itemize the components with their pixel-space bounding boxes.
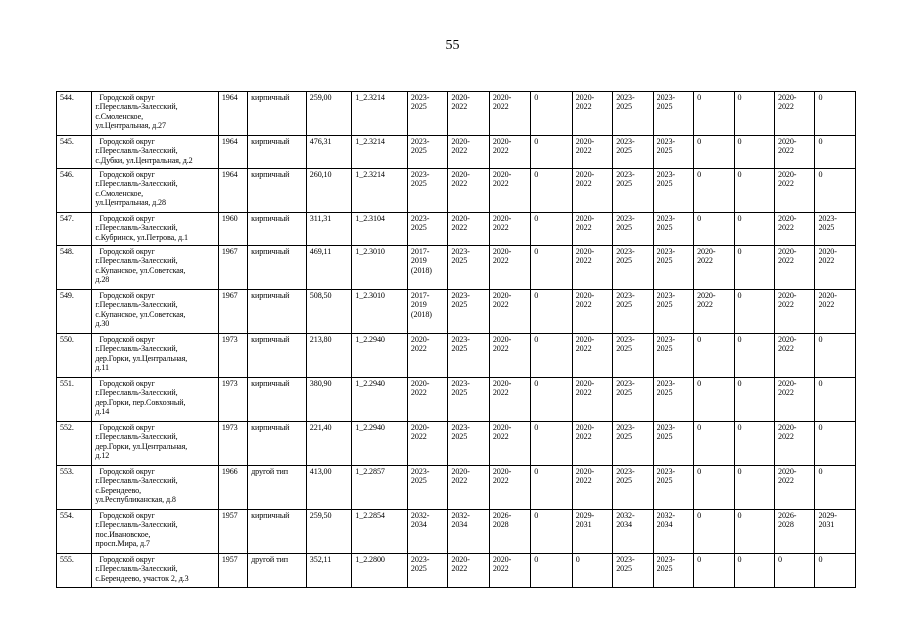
table-body	[57, 92, 856, 588]
period-cell: 0	[815, 466, 856, 510]
address-cell	[92, 92, 218, 136]
period-cell: 2023- 2025	[407, 466, 447, 510]
address-line: Городской округ	[99, 247, 155, 256]
period-cell: 2020- 2022	[407, 378, 447, 422]
row-number: 547.	[57, 213, 92, 246]
period-cell: 0	[815, 422, 856, 466]
period-cell: 0	[734, 334, 774, 378]
period-cell: 2023- 2025	[613, 136, 653, 169]
period-cell: 2020- 2022	[572, 213, 612, 246]
period-cell: 2023- 2025	[613, 169, 653, 213]
period-cell: 0	[775, 554, 815, 588]
period-cell: 2020- 2022	[572, 290, 612, 334]
area-cell: 260,10	[306, 169, 352, 213]
area-cell: 352,11	[306, 554, 352, 588]
period-cell: 2029- 2031	[572, 510, 612, 554]
period-cell: 2026- 2028	[489, 510, 530, 554]
material-cell: кирпичный	[248, 92, 307, 136]
address-line: с.Купанское, ул.Советская,	[95, 309, 186, 319]
table-row	[57, 169, 856, 213]
period-cell: 0	[694, 136, 734, 169]
code-cell: 1_2.2940	[352, 378, 408, 422]
period-cell: 0	[531, 246, 572, 290]
period-cell: 0	[694, 554, 734, 588]
period-cell: 2020- 2022	[694, 290, 734, 334]
period-cell: 0	[734, 136, 774, 169]
address-line: г.Переславль-Залесский,	[95, 388, 178, 398]
period-cell: 2023- 2025	[613, 92, 653, 136]
address-line: д.11	[95, 362, 109, 372]
year-cell: 1973	[218, 422, 247, 466]
period-cell: 2020- 2022	[489, 334, 530, 378]
code-cell: 1_2.2857	[352, 466, 408, 510]
row-number: 550.	[57, 334, 92, 378]
period-cell: 2020- 2022	[694, 246, 734, 290]
year-cell: 1967	[218, 290, 247, 334]
code-cell: 1_2.3010	[352, 290, 408, 334]
period-cell: 2020- 2022	[572, 334, 612, 378]
period-cell: 0	[531, 169, 572, 213]
period-cell: 2029- 2031	[815, 510, 856, 554]
period-cell: 2020- 2022	[489, 422, 530, 466]
address-line: с.Берендеево, участок 2, д.3	[95, 573, 189, 583]
period-cell: 0	[694, 466, 734, 510]
period-cell: 0	[734, 290, 774, 334]
period-cell: 0	[531, 378, 572, 422]
address-line: дер.Горки, пер.Совхозный,	[95, 397, 186, 407]
row-number: 552.	[57, 422, 92, 466]
period-cell: 2023- 2025	[407, 554, 447, 588]
period-cell: 0	[734, 213, 774, 246]
period-cell: 2023- 2025	[653, 378, 693, 422]
period-cell: 2023- 2025	[613, 246, 653, 290]
address-cell	[92, 422, 218, 466]
period-cell: 2023- 2025	[407, 169, 447, 213]
address-line: д.12	[95, 450, 110, 460]
period-cell: 0	[531, 290, 572, 334]
area-cell: 311,31	[306, 213, 352, 246]
address-cell	[92, 136, 218, 169]
area-cell: 221,40	[306, 422, 352, 466]
material-cell: другой тип	[248, 554, 307, 588]
row-number: 551.	[57, 378, 92, 422]
year-cell: 1966	[218, 466, 247, 510]
year-cell: 1957	[218, 554, 247, 588]
code-cell: 1_2.3214	[352, 136, 408, 169]
period-cell: 2032- 2034	[448, 510, 489, 554]
period-cell: 2020- 2022	[775, 466, 815, 510]
material-cell: кирпичный	[248, 510, 307, 554]
period-cell: 2020- 2022	[775, 422, 815, 466]
address-line: д.14	[95, 406, 110, 416]
period-cell: 2023- 2025	[653, 169, 693, 213]
table-row	[57, 92, 856, 136]
table-row	[57, 466, 856, 510]
table-row	[57, 378, 856, 422]
period-cell: 0	[531, 466, 572, 510]
area-cell: 413,00	[306, 466, 352, 510]
address-line: с.Смоленское,	[95, 188, 144, 198]
period-cell: 2020- 2022	[775, 290, 815, 334]
address-line: Городской округ	[99, 335, 155, 344]
period-cell: 0	[694, 422, 734, 466]
code-cell: 1_2.2940	[352, 422, 408, 466]
period-cell: 0	[815, 136, 856, 169]
period-cell: 2020- 2022	[775, 136, 815, 169]
row-number: 549.	[57, 290, 92, 334]
table-row	[57, 510, 856, 554]
address-line: г.Переславль-Залесский,	[95, 520, 178, 530]
period-cell: 2020- 2022	[489, 554, 530, 588]
period-cell: 0	[815, 169, 856, 213]
address-cell	[92, 213, 218, 246]
address-line: г.Переславль-Залесский,	[95, 256, 178, 266]
code-cell: 1_2.2800	[352, 554, 408, 588]
period-cell: 0	[734, 169, 774, 213]
period-cell: 2023- 2025	[613, 213, 653, 246]
table-row	[57, 554, 856, 588]
period-cell: 2020- 2022	[448, 92, 489, 136]
area-cell: 469,11	[306, 246, 352, 290]
address-line: Городской округ	[99, 379, 155, 388]
address-line: просп.Мира, д.7	[95, 538, 150, 548]
address-line: д.28	[95, 274, 110, 284]
period-cell: 2032- 2034	[407, 510, 447, 554]
row-number: 548.	[57, 246, 92, 290]
housing-register-table	[56, 91, 856, 588]
period-cell: 2020- 2022	[489, 136, 530, 169]
material-cell: кирпичный	[248, 422, 307, 466]
period-cell: 2020- 2022	[775, 92, 815, 136]
period-cell: 0	[815, 554, 856, 588]
period-cell: 2023- 2025	[407, 213, 447, 246]
period-cell: 0	[572, 554, 612, 588]
address-line: ул.Республиканская, д.8	[95, 494, 176, 504]
period-cell: 2020- 2022	[815, 290, 856, 334]
address-line: д.30	[95, 318, 110, 328]
address-cell	[92, 554, 218, 588]
address-line: г.Переславль-Залесский,	[95, 146, 178, 156]
period-cell: 2032- 2034	[613, 510, 653, 554]
area-cell: 508,50	[306, 290, 352, 334]
period-cell: 2020- 2022	[775, 246, 815, 290]
period-cell: 2020- 2022	[407, 422, 447, 466]
address-line: дер.Горки, ул.Центральная,	[95, 441, 188, 451]
period-cell: 2020- 2022	[572, 246, 612, 290]
code-cell: 1_2.2854	[352, 510, 408, 554]
code-cell: 1_2.3214	[352, 92, 408, 136]
period-cell: 2020- 2022	[572, 136, 612, 169]
period-cell: 2020- 2022	[572, 378, 612, 422]
period-cell: 2023- 2025	[653, 290, 693, 334]
period-cell: 0	[734, 422, 774, 466]
row-number: 553.	[57, 466, 92, 510]
material-cell: кирпичный	[248, 213, 307, 246]
period-cell: 2023- 2025	[448, 422, 489, 466]
period-cell: 2020- 2022	[775, 169, 815, 213]
period-cell: 0	[531, 213, 572, 246]
period-cell: 2020- 2022	[448, 136, 489, 169]
address-line: дер.Горки, ул.Центральная,	[95, 353, 188, 363]
year-cell: 1960	[218, 213, 247, 246]
period-cell: 0	[694, 169, 734, 213]
material-cell: кирпичный	[248, 378, 307, 422]
table-row	[57, 334, 856, 378]
area-cell: 213,80	[306, 334, 352, 378]
address-line: г.Переславль-Залесский,	[95, 223, 178, 233]
period-cell: 2023- 2025	[448, 246, 489, 290]
address-line: с.Купанское, ул.Советская,	[95, 265, 186, 275]
period-cell: 0	[531, 422, 572, 466]
period-cell: 2020- 2022	[572, 422, 612, 466]
address-line: с.Дубки, ул.Центральная, д.2	[95, 155, 193, 165]
period-cell: 2020- 2022	[775, 378, 815, 422]
address-line: Городской округ	[99, 93, 155, 102]
code-cell: 1_2.3010	[352, 246, 408, 290]
material-cell: кирпичный	[248, 334, 307, 378]
period-cell: 2023- 2025	[448, 334, 489, 378]
period-cell: 2017- 2019 (2018)	[407, 290, 447, 334]
period-cell: 2023- 2025	[653, 466, 693, 510]
period-cell: 2020- 2022	[448, 554, 489, 588]
year-cell: 1964	[218, 169, 247, 213]
row-number: 544.	[57, 92, 92, 136]
period-cell: 2023- 2025	[653, 92, 693, 136]
period-cell: 2023- 2025	[653, 554, 693, 588]
code-cell: 1_2.3214	[352, 169, 408, 213]
address-line: Городской округ	[99, 467, 155, 476]
period-cell: 2017- 2019 (2018)	[407, 246, 447, 290]
period-cell: 0	[815, 334, 856, 378]
period-cell: 2023- 2025	[613, 334, 653, 378]
area-cell: 259,50	[306, 510, 352, 554]
address-line: Городской округ	[99, 291, 155, 300]
period-cell: 2020- 2022	[775, 334, 815, 378]
year-cell: 1957	[218, 510, 247, 554]
material-cell: кирпичный	[248, 136, 307, 169]
period-cell: 0	[531, 92, 572, 136]
period-cell: 2023- 2025	[653, 334, 693, 378]
address-line: ул.Центральная, д.27	[95, 120, 166, 130]
address-line: Городской округ	[99, 170, 155, 179]
address-line: Городской округ	[99, 423, 155, 432]
period-cell: 2023- 2025	[653, 136, 693, 169]
address-line: г.Переславль-Залесский,	[95, 432, 178, 442]
period-cell: 0	[734, 554, 774, 588]
period-cell: 0	[734, 378, 774, 422]
period-cell: 2023- 2025	[448, 290, 489, 334]
period-cell: 2020- 2022	[572, 466, 612, 510]
period-cell: 2023- 2025	[653, 422, 693, 466]
period-cell: 0	[734, 466, 774, 510]
period-cell: 2023- 2025	[407, 136, 447, 169]
table-row	[57, 422, 856, 466]
address-line: г.Переславль-Залесский,	[95, 300, 178, 310]
address-line: Городской округ	[99, 137, 155, 146]
period-cell: 2020- 2022	[489, 246, 530, 290]
period-cell: 2020- 2022	[448, 169, 489, 213]
period-cell: 0	[694, 334, 734, 378]
period-cell: 2020- 2022	[448, 466, 489, 510]
address-cell	[92, 466, 218, 510]
year-cell: 1964	[218, 92, 247, 136]
period-cell: 2026- 2028	[775, 510, 815, 554]
period-cell: 2020- 2022	[775, 213, 815, 246]
address-line: Городской округ	[99, 511, 155, 520]
period-cell: 2020- 2022	[407, 334, 447, 378]
year-cell: 1973	[218, 334, 247, 378]
address-cell	[92, 246, 218, 290]
material-cell: другой тип	[248, 466, 307, 510]
period-cell: 2020- 2022	[489, 169, 530, 213]
material-cell: кирпичный	[248, 169, 307, 213]
address-cell	[92, 334, 218, 378]
address-line: с.Смоленское,	[95, 111, 144, 121]
table-row	[57, 213, 856, 246]
address-line: Городской округ	[99, 555, 155, 564]
period-cell: 0	[815, 92, 856, 136]
period-cell: 0	[531, 510, 572, 554]
period-cell: 2020- 2022	[448, 213, 489, 246]
period-cell: 0	[734, 246, 774, 290]
period-cell: 2032- 2034	[653, 510, 693, 554]
period-cell: 2020- 2022	[489, 378, 530, 422]
period-cell: 2023- 2025	[613, 466, 653, 510]
year-cell: 1964	[218, 136, 247, 169]
period-cell: 0	[734, 510, 774, 554]
period-cell: 0	[694, 378, 734, 422]
period-cell: 2020- 2022	[572, 169, 612, 213]
area-cell: 259,00	[306, 92, 352, 136]
period-cell: 2020- 2022	[489, 213, 530, 246]
address-cell	[92, 510, 218, 554]
area-cell: 476,31	[306, 136, 352, 169]
area-cell: 380,90	[306, 378, 352, 422]
address-line: с.Берендеево,	[95, 485, 142, 495]
address-line: г.Переславль-Залесский,	[95, 102, 178, 112]
material-cell: кирпичный	[248, 290, 307, 334]
table-row	[57, 136, 856, 169]
row-number: 554.	[57, 510, 92, 554]
period-cell: 2023- 2025	[653, 246, 693, 290]
address-line: г.Переславль-Залесский,	[95, 476, 178, 486]
page-number: 55	[445, 38, 460, 53]
row-number: 546.	[57, 169, 92, 213]
period-cell: 2023- 2025	[448, 378, 489, 422]
address-line: г.Переславль-Залесский,	[95, 179, 178, 189]
period-cell: 2020- 2022	[572, 92, 612, 136]
row-number: 555.	[57, 554, 92, 588]
table-row	[57, 246, 856, 290]
period-cell: 0	[815, 378, 856, 422]
year-cell: 1973	[218, 378, 247, 422]
year-cell: 1967	[218, 246, 247, 290]
address-cell	[92, 169, 218, 213]
table-row	[57, 290, 856, 334]
address-cell	[92, 290, 218, 334]
period-cell: 2023- 2025	[613, 554, 653, 588]
address-line: ул.Центральная, д.28	[95, 197, 166, 207]
code-cell: 1_2.3104	[352, 213, 408, 246]
period-cell: 2020- 2022	[489, 466, 530, 510]
period-cell: 0	[531, 554, 572, 588]
period-cell: 0	[734, 92, 774, 136]
period-cell: 0	[694, 213, 734, 246]
period-cell: 2023- 2025	[613, 290, 653, 334]
period-cell: 2023- 2025	[407, 92, 447, 136]
period-cell: 0	[531, 334, 572, 378]
period-cell: 2023- 2025	[613, 422, 653, 466]
period-cell: 2023- 2025	[815, 213, 856, 246]
period-cell: 0	[694, 510, 734, 554]
address-line: с.Кубринск, ул.Петрова, д.1	[95, 232, 188, 242]
period-cell: 2020- 2022	[489, 92, 530, 136]
period-cell: 2020- 2022	[815, 246, 856, 290]
period-cell: 2020- 2022	[489, 290, 530, 334]
period-cell: 0	[531, 136, 572, 169]
period-cell: 2023- 2025	[653, 213, 693, 246]
address-line: г.Переславль-Залесский,	[95, 344, 178, 354]
period-cell: 2023- 2025	[613, 378, 653, 422]
address-line: г.Переславль-Залесский,	[95, 564, 178, 574]
material-cell: кирпичный	[248, 246, 307, 290]
address-line: Городской округ	[99, 214, 155, 223]
address-line: пос.Ивановское,	[95, 529, 151, 539]
code-cell: 1_2.2940	[352, 334, 408, 378]
address-cell	[92, 378, 218, 422]
period-cell: 0	[694, 92, 734, 136]
row-number: 545.	[57, 136, 92, 169]
